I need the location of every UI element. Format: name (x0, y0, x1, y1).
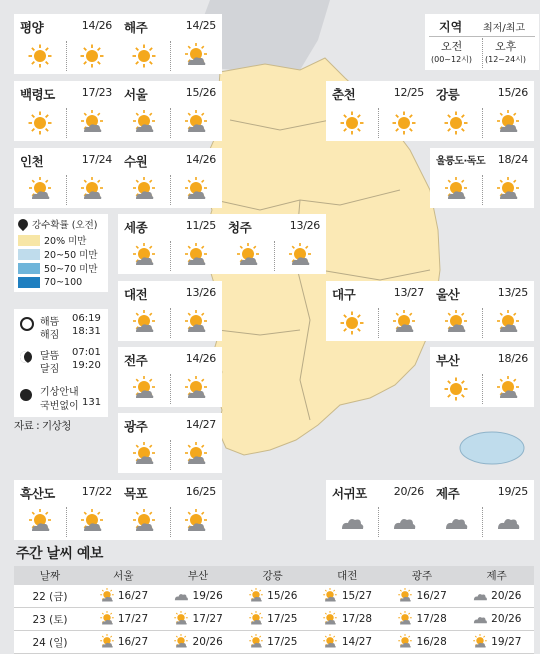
city-card (118, 281, 222, 341)
city-card (14, 148, 118, 208)
sun-icon (339, 310, 365, 336)
cloud-icon (391, 509, 417, 535)
city-card (118, 81, 222, 141)
weekly-temp: 17/27 (117, 613, 149, 625)
weekly-cell (161, 608, 236, 631)
divider (170, 41, 171, 71)
partly-cloudy-icon (173, 634, 189, 650)
partly-cloudy-icon (248, 611, 264, 627)
weekly-cell (86, 608, 161, 631)
city-temp: 15/26 (497, 86, 528, 99)
weekly-date: 23 (토) (14, 608, 86, 631)
weekly-cell (86, 585, 161, 608)
city-card (118, 480, 222, 540)
key-pm-sub: (12~24시) (485, 55, 527, 64)
weekly-header-cell: 제주 (459, 566, 534, 585)
city-temp: 18/24 (497, 153, 528, 166)
source-credit: 자료 : 기상청 (14, 420, 71, 432)
partly-cloudy-icon (495, 376, 521, 402)
divider (378, 308, 379, 338)
cloud-icon (472, 611, 488, 627)
cloud-icon (472, 588, 488, 604)
partly-cloudy-icon (235, 243, 261, 269)
sun-icon (20, 317, 34, 331)
cloud-icon (339, 509, 365, 535)
weekly-header-cell: 강릉 (235, 566, 310, 585)
partly-cloudy-icon (79, 110, 105, 136)
weekly-row (14, 608, 534, 631)
weekly-cell (161, 585, 236, 608)
sunset-time: 18:31 (72, 326, 101, 337)
weekly-table (14, 566, 534, 654)
divider (66, 41, 67, 71)
sun-icon (79, 43, 105, 69)
weekly-temp: 17/25 (267, 613, 298, 625)
weekly-temp: 16/27 (117, 590, 149, 602)
partly-cloudy-icon (131, 177, 157, 203)
partly-cloudy-icon (99, 634, 115, 650)
city-card (326, 281, 430, 341)
legend-swatch (18, 235, 40, 246)
key-pm: 오후 (495, 40, 517, 53)
weekly-temp: 17/28 (416, 613, 447, 625)
legend-item (18, 247, 104, 261)
weekly-temp: 19/26 (192, 590, 223, 602)
city-temp: 14/26 (81, 19, 112, 32)
weekly-cell (459, 631, 534, 654)
partly-cloudy-icon (79, 509, 105, 535)
weekly-row (14, 585, 534, 608)
jeju-island (460, 432, 524, 464)
key-minmax: 최저/최고 (483, 23, 526, 34)
city-name: 울산 (436, 287, 460, 302)
partly-cloudy-icon (287, 243, 313, 269)
weekly-temp: 20/26 (491, 613, 522, 625)
city-name: 제주 (436, 486, 460, 501)
partly-cloudy-icon (183, 310, 209, 336)
city-name: 울릉도·독도 (436, 156, 486, 167)
weekly-cell (161, 631, 236, 654)
weekly-temp: 17/27 (192, 613, 223, 625)
city-name: 흑산도 (20, 486, 55, 501)
legend-item (18, 233, 104, 247)
legend-swatch (18, 249, 40, 260)
city-temp: 19/25 (497, 485, 528, 498)
partly-cloudy-icon (495, 110, 521, 136)
city-temp: 20/26 (393, 485, 424, 498)
city-name: 인천 (20, 154, 44, 169)
divider (170, 175, 171, 205)
legend-swatch (18, 263, 40, 274)
partly-cloudy-icon (131, 442, 157, 468)
city-temp: 15/26 (185, 86, 216, 99)
raindrop-icon (16, 217, 30, 231)
city-card (430, 148, 534, 208)
weekly-temp: 15/26 (267, 590, 298, 602)
weekly-header-cell: 서울 (86, 566, 161, 585)
weekly-header-cell: 대전 (310, 566, 385, 585)
city-temp: 14/26 (185, 153, 216, 166)
partly-cloudy-icon (397, 588, 413, 604)
city-temp: 13/26 (185, 286, 216, 299)
city-name: 부산 (436, 353, 460, 368)
sun-icon (391, 110, 417, 136)
weekly-date: 24 (일) (14, 631, 86, 654)
weekly-temp: 16/27 (416, 590, 447, 602)
divider (170, 374, 171, 404)
weekly-header-cell: 부산 (161, 566, 236, 585)
cloud-icon (443, 509, 469, 535)
weekly-title: 주간 날씨 예보 (16, 546, 103, 562)
city-card (118, 413, 222, 473)
city-temp: 13/27 (393, 286, 424, 299)
weekly-cell (385, 608, 460, 631)
city-name: 서울 (124, 87, 148, 102)
sun-moon-info (14, 309, 108, 417)
weekly-temp: 20/26 (491, 590, 522, 602)
partly-cloudy-icon (443, 310, 469, 336)
weekly-temp: 17/25 (267, 636, 298, 648)
city-name: 대구 (332, 287, 356, 302)
partly-cloudy-icon (27, 177, 53, 203)
city-name: 춘천 (332, 87, 356, 102)
partly-cloudy-icon (79, 177, 105, 203)
partly-cloudy-icon (183, 110, 209, 136)
info-number: 131 (82, 397, 102, 408)
divider (66, 108, 67, 138)
city-temp: 18/26 (497, 352, 528, 365)
partly-cloudy-icon (472, 634, 488, 650)
legend-item (18, 261, 104, 275)
info-icon (20, 389, 32, 401)
sunrise-label: 해뜸 (40, 317, 60, 328)
city-name: 세종 (124, 220, 148, 235)
divider (170, 308, 171, 338)
weekly-cell (310, 608, 385, 631)
partly-cloudy-icon (443, 177, 469, 203)
divider (170, 440, 171, 470)
legend-title: 강수확률 (오전) (32, 220, 98, 231)
weekly-cell (86, 631, 161, 654)
partly-cloudy-icon (131, 110, 157, 136)
city-card (14, 14, 118, 74)
partly-cloudy-icon (173, 611, 189, 627)
weekly-cell (385, 585, 460, 608)
city-card (118, 148, 222, 208)
city-name: 목포 (124, 486, 148, 501)
divider (66, 175, 67, 205)
city-card (326, 480, 430, 540)
weekly-temp: 20/26 (192, 636, 223, 648)
partly-cloudy-icon (131, 509, 157, 535)
sun-icon (339, 110, 365, 136)
partly-cloudy-icon (131, 310, 157, 336)
moonset-label: 달짐 (40, 364, 60, 375)
moonrise-label: 달뜸 (40, 351, 60, 362)
city-card (118, 14, 222, 74)
partly-cloudy-icon (391, 310, 417, 336)
partly-cloudy-icon (183, 43, 209, 69)
city-card (222, 214, 326, 274)
city-temp: 12/25 (393, 86, 424, 99)
partly-cloudy-icon (99, 611, 115, 627)
weekly-cell (459, 608, 534, 631)
sunset-label: 해짐 (40, 330, 60, 341)
weekly-cell (235, 585, 310, 608)
partly-cloudy-icon (322, 588, 338, 604)
city-card (118, 214, 222, 274)
city-temp: 11/25 (185, 219, 216, 232)
key-am-sub: (00~12시) (431, 55, 473, 64)
sunrise-time: 06:19 (72, 313, 101, 324)
city-temp: 13/26 (289, 219, 320, 232)
info-label1: 기상안내 (40, 387, 79, 398)
city-card (14, 480, 118, 540)
partly-cloudy-icon (131, 243, 157, 269)
city-name: 해주 (124, 20, 148, 35)
divider (378, 108, 379, 138)
weekly-cell (235, 608, 310, 631)
city-card (326, 81, 430, 141)
moonset-time: 19:20 (72, 360, 101, 371)
partly-cloudy-icon (183, 177, 209, 203)
city-name: 대전 (124, 287, 148, 302)
partly-cloudy-icon (322, 611, 338, 627)
divider (170, 507, 171, 537)
weekly-temp: 16/28 (416, 636, 447, 648)
weekly-cell (310, 631, 385, 654)
divider (482, 108, 483, 138)
legend-swatch (18, 277, 40, 288)
weekly-cell (385, 631, 460, 654)
divider (170, 241, 171, 271)
weekly-temp: 15/27 (341, 590, 373, 602)
divider (170, 108, 171, 138)
partly-cloudy-icon (397, 634, 413, 650)
divider (482, 308, 483, 338)
city-temp: 17/22 (81, 485, 112, 498)
info-label2: 국번없이 (40, 401, 79, 412)
legend-label: 70~100 (44, 276, 83, 288)
partly-cloudy-icon (183, 376, 209, 402)
city-card (430, 81, 534, 141)
divider (274, 241, 275, 271)
city-temp: 14/27 (185, 418, 216, 431)
divider (482, 507, 483, 537)
partly-cloudy-icon (248, 634, 264, 650)
city-temp: 14/25 (185, 19, 216, 32)
weekly-header-row (14, 566, 534, 585)
weekly-header-cell: 광주 (385, 566, 460, 585)
divider (482, 374, 483, 404)
city-card (430, 281, 534, 341)
sun-icon (27, 110, 53, 136)
legend-label: 20% 미만 (44, 236, 87, 247)
city-card (430, 347, 534, 407)
weekly-header-cell: 날짜 (14, 566, 86, 585)
cloud-icon (495, 509, 521, 535)
key-title: 지역 (439, 20, 463, 34)
city-name: 강릉 (436, 87, 460, 102)
partly-cloudy-icon (322, 634, 338, 650)
key-am: 오전 (441, 40, 463, 53)
partly-cloudy-icon (183, 442, 209, 468)
weekly-temp: 16/27 (117, 636, 149, 648)
legend-label: 50~70 미만 (44, 264, 98, 275)
cloud-icon (173, 588, 189, 604)
partly-cloudy-icon (248, 588, 264, 604)
city-name: 전주 (124, 353, 148, 368)
weekly-date: 22 (금) (14, 585, 86, 608)
partly-cloudy-icon (397, 611, 413, 627)
partly-cloudy-icon (131, 376, 157, 402)
moon-icon (20, 351, 32, 363)
weekly-temp: 19/27 (491, 636, 522, 648)
partly-cloudy-icon (183, 509, 209, 535)
city-temp: 13/25 (497, 286, 528, 299)
weekly-cell (459, 585, 534, 608)
partly-cloudy-icon (495, 310, 521, 336)
city-temp: 14/26 (185, 352, 216, 365)
weekly-cell (235, 631, 310, 654)
precip-legend (14, 214, 108, 292)
city-temp: 17/23 (81, 86, 112, 99)
partly-cloudy-icon (495, 177, 521, 203)
city-name: 백령도 (20, 87, 55, 102)
divider (66, 507, 67, 537)
city-card (14, 81, 118, 141)
moonrise-time: 07:01 (72, 347, 101, 358)
divider (482, 175, 483, 205)
sun-icon (27, 43, 53, 69)
weekly-cell (310, 585, 385, 608)
sun-icon (443, 376, 469, 402)
weekly-temp: 14/27 (341, 636, 373, 648)
legend-label: 20~50 미만 (44, 250, 98, 261)
city-name: 평양 (20, 20, 44, 35)
sun-icon (131, 43, 157, 69)
partly-cloudy-icon (183, 243, 209, 269)
legend-key (425, 14, 539, 70)
city-temp: 17/24 (81, 153, 112, 166)
weekly-temp: 17/28 (341, 613, 373, 625)
city-name: 수원 (124, 154, 148, 169)
city-card (118, 347, 222, 407)
sun-icon (443, 110, 469, 136)
weekly-row (14, 631, 534, 654)
city-card (430, 480, 534, 540)
legend-item (18, 275, 104, 289)
city-name: 서귀포 (332, 486, 367, 501)
partly-cloudy-icon (27, 509, 53, 535)
city-name: 청주 (228, 220, 252, 235)
city-temp: 16/25 (185, 485, 216, 498)
partly-cloudy-icon (99, 588, 115, 604)
city-name: 광주 (124, 419, 148, 434)
divider (378, 507, 379, 537)
